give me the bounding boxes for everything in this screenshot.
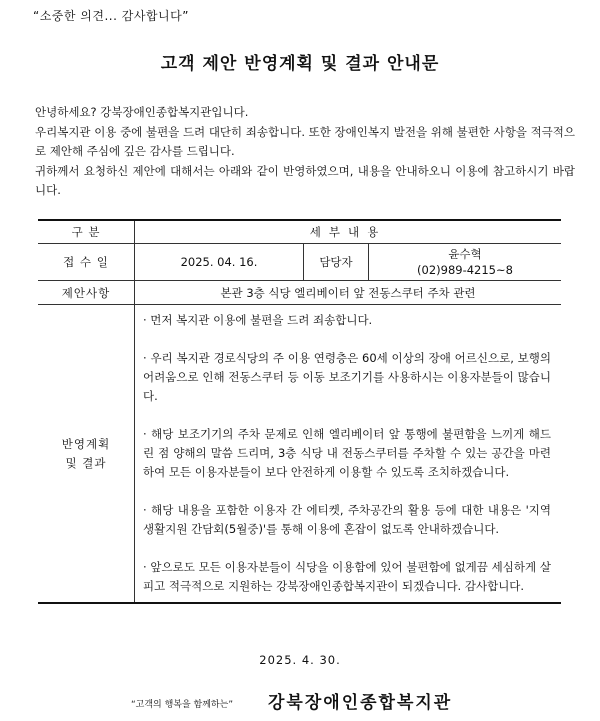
header-category-cell: 구 분 xyxy=(38,220,135,244)
tagline: “소중한 의견... 감사합니다” xyxy=(33,9,189,23)
result-content xyxy=(135,305,562,604)
received-date: 2025. 04. 16. xyxy=(135,244,304,281)
intro-notice: 귀하께서 요청하신 제안에 대해서는 아래와 같이 반영하였으며, 내용을 안내하오니 이용에 참고하시기 바랍니다. xyxy=(35,163,575,197)
result-label-line2: 및 결과 xyxy=(65,455,107,470)
proposal-text: 본관 3층 식당 엘리베이터 앞 전동스쿠터 주차 관련 xyxy=(135,281,562,305)
manager-name: 윤수혁 xyxy=(448,247,482,261)
manager-contact xyxy=(369,244,562,281)
organization-name: 강북장애인종합복지관 xyxy=(268,693,453,713)
intro-greeting: 안녕하세요? 강북장애인종합복지관입니다. xyxy=(35,105,249,119)
result-table xyxy=(38,219,561,604)
result-label-line1: 반영계획 xyxy=(61,436,111,451)
result-item: · 앞으로도 모든 이용자분들이 식당을 이용함에 있어 불편함에 없게끔 세심하게 살피고 적극적으로 지원하는 강북장애인종합복지관이 되겠습니다. 감사합니다. xyxy=(143,560,551,593)
page-title: 고객 제안 반영계획 및 결과 안내문 xyxy=(160,54,440,74)
result-item: · 먼저 복지관 이용에 불편을 드려 죄송합니다. xyxy=(143,313,373,327)
received-label: 접 수 일 xyxy=(38,244,135,281)
manager-label: 담당자 xyxy=(304,244,369,281)
header-detail-cell: 세부내용 xyxy=(135,220,562,244)
manager-phone: (02)989-4215~8 xyxy=(417,263,513,277)
result-item: · 해당 내용을 포함한 이용자 간 에티켓, 주차공간의 활용 등에 대한 내용은 '지역생활지원 간담회(5월중)'를 통해 이용에 혼잡이 없도록 안내하겠습니다. xyxy=(143,503,551,536)
intro-apology: 우리복지관 이용 중에 불편을 드려 대단히 죄송합니다. 또한 장애인복지 발전을 위해 불편한 사항을 적극적으로 제안해 주심에 깊은 감사를 드립니다. xyxy=(35,124,575,158)
result-item: · 해당 보조기기의 주차 문제로 인해 엘리베이터 앞 통행에 불편함을 느끼게 해드린 점 양해의 말씀 드리며, 3층 식당 내 전동스쿠터를 주차할 수 있는 공간을 마련하여 모든 이용자분들이 보다 안전하게 이용할 수 있도록 조치하겠습니다. xyxy=(143,427,551,479)
document-date: 2025. 4. 30. xyxy=(259,653,341,667)
result-label xyxy=(38,305,135,604)
footer-motto: “고객의 행복을 함께하는” xyxy=(131,700,233,710)
intro-text xyxy=(35,103,575,201)
result-item: · 우리 복지관 경로식당의 주 이용 연령층은 60세 이상의 장애 어르신으로, 보행의 어려움으로 인해 전동스쿠터 등 이동 보조기기를 사용하시는 이용자분들이 많습니다. xyxy=(143,351,551,403)
proposal-label: 제안사항 xyxy=(38,281,135,305)
